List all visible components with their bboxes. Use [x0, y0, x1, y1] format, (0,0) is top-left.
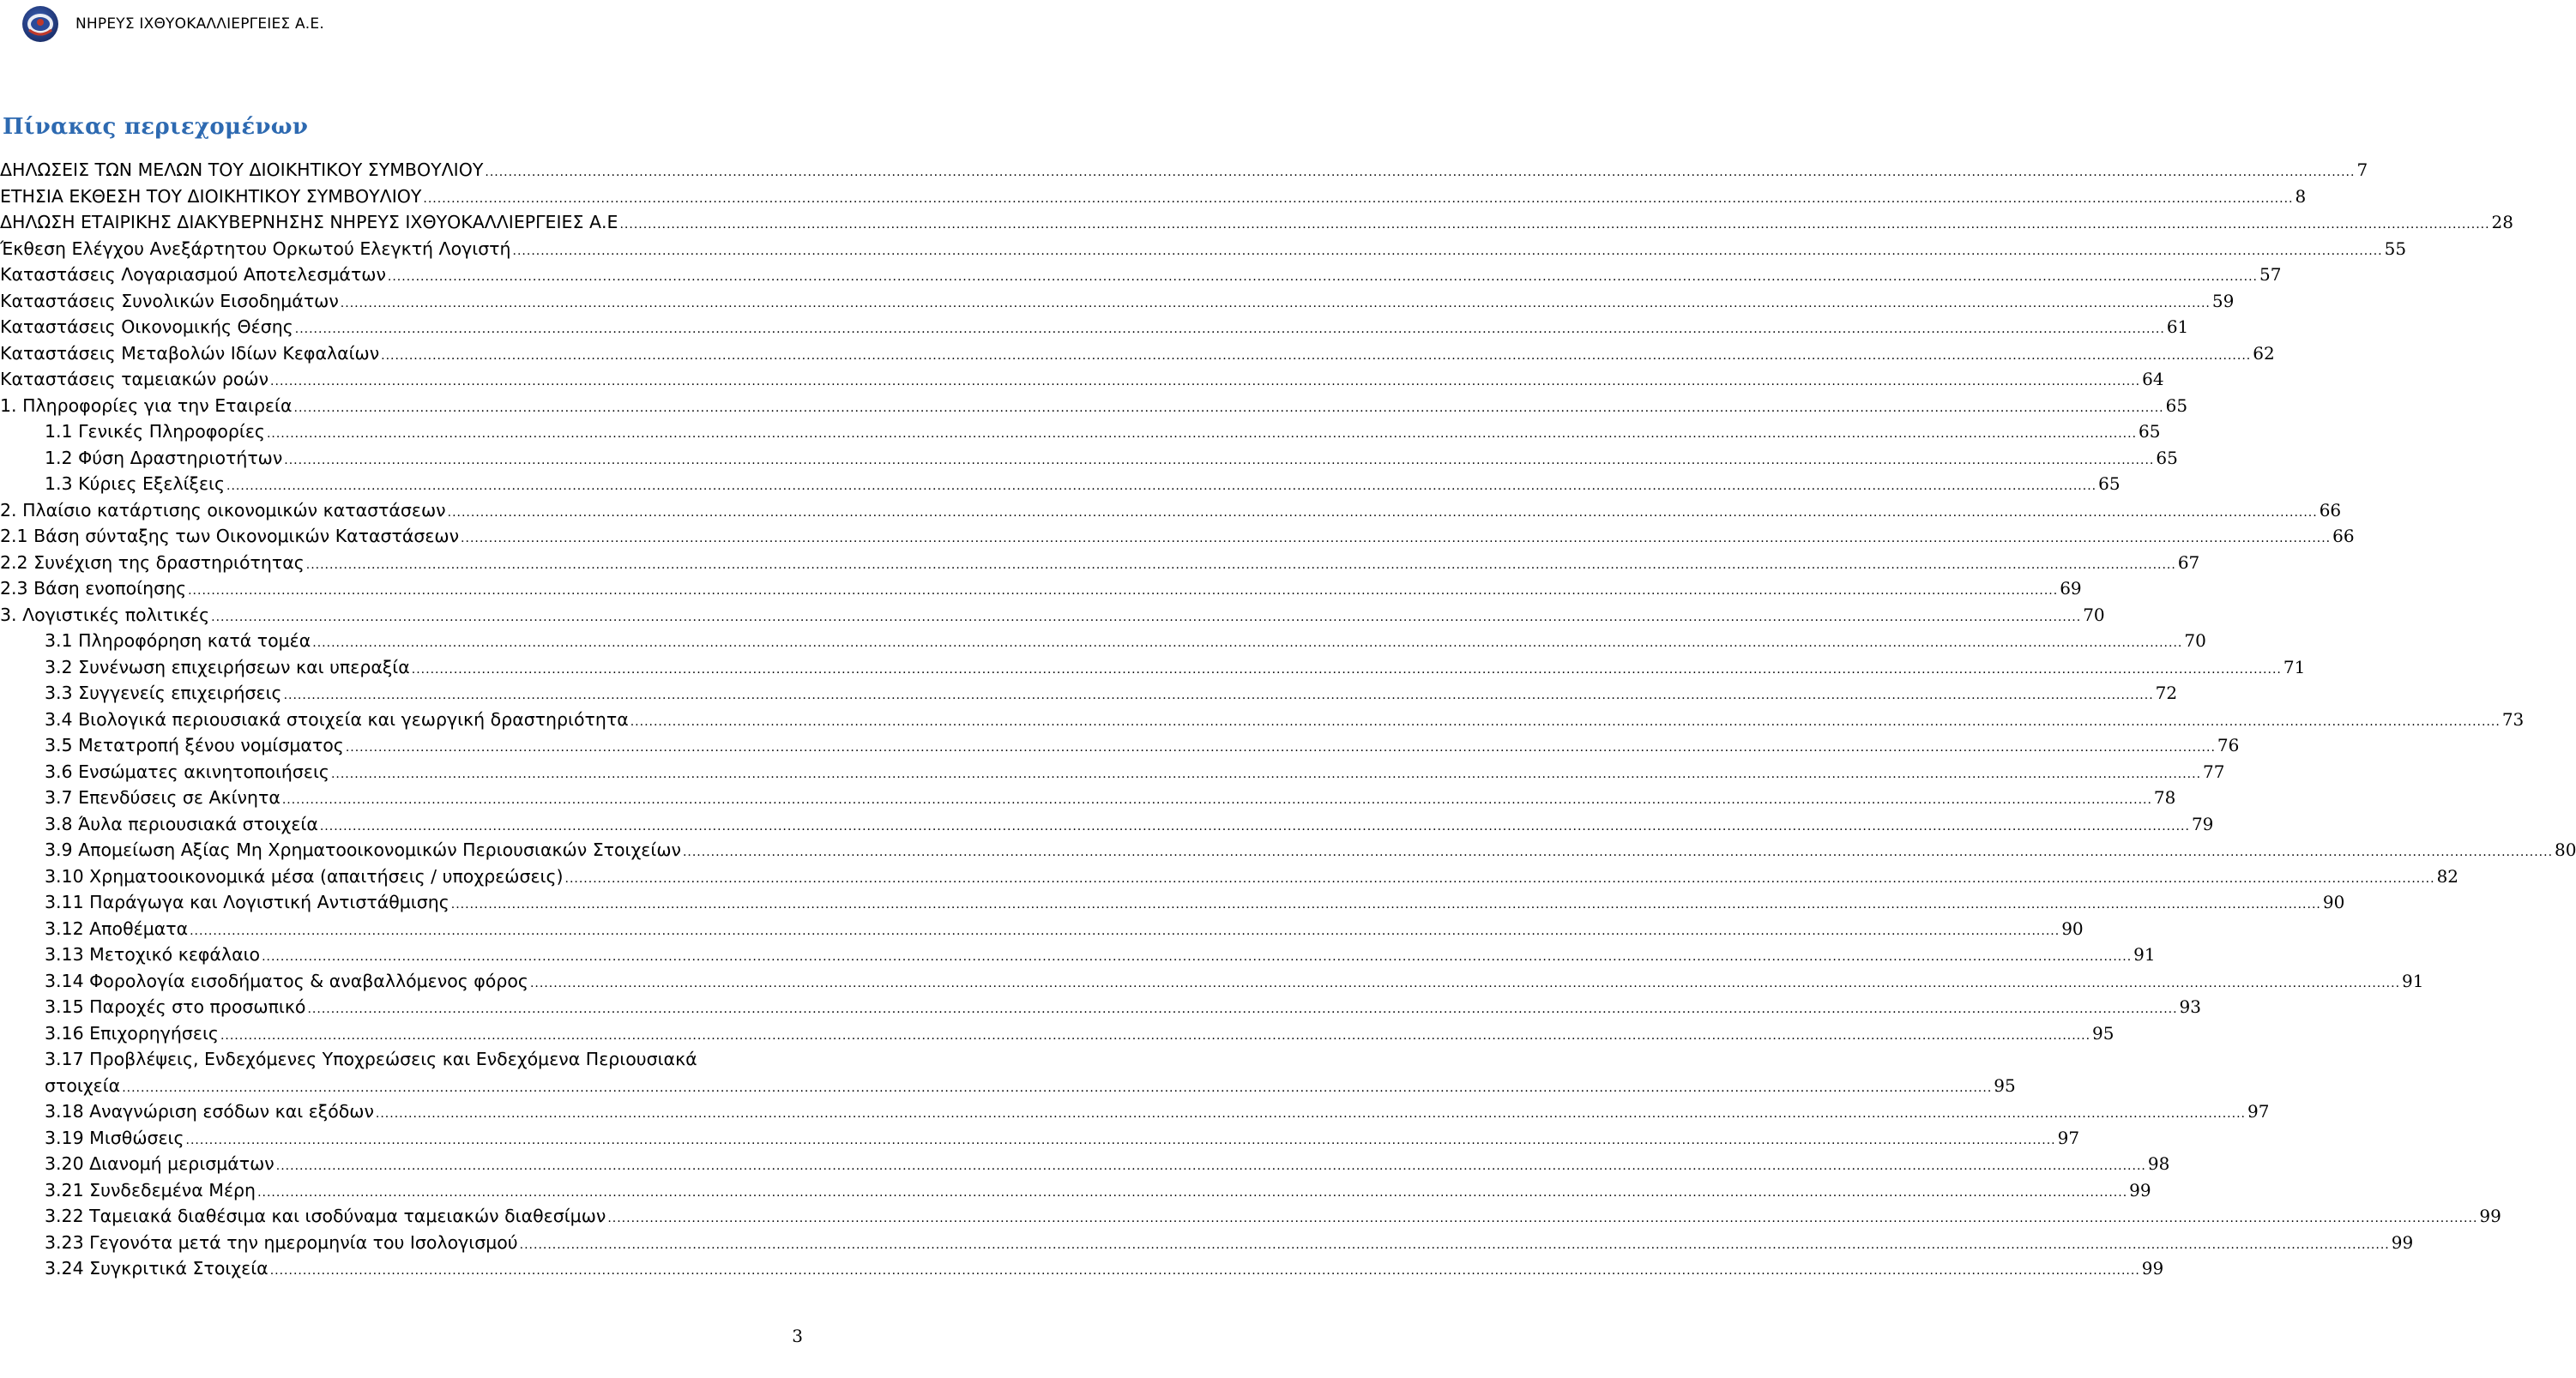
toc-entry[interactable]	[0, 785, 2176, 811]
toc-leader-dots: ................................................................................................................................................................................................................................................................................................................................................................................................................	[485, 165, 2356, 179]
toc-leader-dots: ................................................................................................................................................................................................................................................................................................................................................................................................................	[305, 557, 2176, 572]
toc-entry-page: 99	[2479, 1206, 2501, 1226]
toc-entry[interactable]	[0, 602, 2105, 629]
toc-entry-label: 3.23 Γεγονότα μετά την ημερομηνία του Ισολογισμού	[45, 1231, 518, 1253]
toc-entry-page: 76	[2217, 735, 2240, 755]
toc-entry[interactable]	[0, 340, 2275, 367]
toc-title: Πίνακας περιεχομένων	[3, 114, 309, 140]
toc-leader-dots: ................................................................................................................................................................................................................................................................................................................................................................................................................	[281, 793, 2152, 807]
toc-leader-dots: ................................................................................................................................................................................................................................................................................................................................................................................................................	[220, 1028, 2091, 1043]
toc-entry-page: 99	[2141, 1258, 2164, 1279]
toc-entry[interactable]	[0, 916, 2084, 942]
toc-entry-page: 67	[2177, 551, 2200, 573]
toc-entry-page: 91	[2133, 944, 2156, 965]
document-header	[21, 3, 324, 45]
toc-leader-dots: ................................................................................................................................................................................................................................................................................................................................................................................................................	[226, 479, 2097, 493]
toc-entry-page: 78	[2153, 787, 2176, 808]
toc-entry[interactable]	[0, 1230, 2414, 1256]
toc-entry-page: 65	[2098, 473, 2121, 494]
toc-leader-dots: ................................................................................................................................................................................................................................................................................................................................................................................................................	[512, 244, 2383, 258]
company-name: ΝΗΡΕΥΣ ΙΧΘΥΟΚΑΛΛΙΕΡΓΕΙΕΣ Α.Ε.	[75, 15, 324, 33]
toc-leader-dots: ................................................................................................................................................................................................................................................................................................................................................................................................................	[330, 767, 2202, 781]
toc-entry[interactable]	[0, 628, 2206, 654]
toc-entry-label: 2.2 Συνέχιση της δραστηριότητας	[0, 551, 305, 573]
toc-entry-page: 71	[2283, 656, 2306, 677]
toc-entry[interactable]	[0, 471, 2121, 497]
nireus-logo-icon	[21, 4, 60, 44]
toc-leader-dots: ................................................................................................................................................................................................................................................................................................................................................................................................................	[345, 741, 2216, 755]
toc-entry-label: 3.18 Αναγνώριση εσόδων και εξόδων	[45, 1101, 374, 1122]
toc-entry-page: 97	[2247, 1101, 2270, 1122]
toc-entry-page: 80	[2555, 839, 2576, 860]
toc-leader-dots: ................................................................................................................................................................................................................................................................................................................................................................................................................	[284, 453, 2155, 467]
toc-entry-page: 90	[2322, 892, 2345, 912]
toc-entry-label: 1.3 Κύριες Εξελίξεις	[45, 473, 226, 494]
toc-entry-page: 8	[2295, 185, 2307, 207]
toc-entry-page: 82	[2436, 865, 2459, 887]
toc-leader-dots: ................................................................................................................................................................................................................................................................................................................................................................................................................	[190, 924, 2060, 938]
toc-entry[interactable]	[0, 732, 2240, 759]
toc-entry-label: 3.21 Συνδεδεμένα Μέρη	[45, 1179, 256, 1200]
toc-leader-dots: ................................................................................................................................................................................................................................................................................................................................................................................................................	[185, 1133, 2056, 1147]
toc-entry-page: 70	[2184, 630, 2206, 651]
toc-entry-label: Καταστάσεις Οικονομικής Θέσης	[0, 316, 293, 337]
toc-entry[interactable]	[0, 1125, 2080, 1152]
toc-entry-page: 59	[2211, 290, 2235, 311]
toc-entry-page: 28	[2491, 212, 2513, 232]
toc-leader-dots: ................................................................................................................................................................................................................................................................................................................................................................................................................	[294, 322, 2165, 336]
toc-entry[interactable]	[0, 523, 2355, 550]
toc-entry[interactable]	[0, 942, 2156, 968]
toc-leader-dots: ................................................................................................................................................................................................................................................................................................................................................................................................................	[529, 976, 2401, 990]
toc-entry-page: 90	[2061, 918, 2084, 939]
toc-entry[interactable]	[0, 1020, 2114, 1047]
toc-entry-label: 3.7 Επενδύσεις σε Ακίνητα	[45, 787, 281, 808]
toc-entry[interactable]	[0, 1203, 2501, 1230]
toc-entry-page: 79	[2191, 813, 2214, 834]
toc-entry-label: Καταστάσεις Μεταβολών Ιδίων Κεφαλαίων	[0, 342, 380, 364]
toc-entry-page: 91	[2402, 970, 2424, 991]
toc-entry-page: 93	[2179, 996, 2201, 1017]
toc-entry-page: 95	[1994, 1074, 2016, 1096]
toc-entry[interactable]	[0, 680, 2178, 707]
toc-entry-label: 3.15 Παροχές στο προσωπικό	[45, 996, 306, 1017]
toc-entry[interactable]	[0, 288, 2235, 315]
toc-leader-dots: ................................................................................................................................................................................................................................................................................................................................................................................................................	[270, 375, 2141, 388]
toc-leader-dots: ................................................................................................................................................................................................................................................................................................................................................................................................................	[340, 296, 2211, 310]
toc-entry-label: 3.4 Βιολογικά περιουσιακά στοιχεία και γεωργική δραστηριότητα	[45, 708, 629, 730]
toc-entry-label: 1.1 Γενικές Πληροφορίες	[45, 421, 265, 442]
toc-leader-dots: ................................................................................................................................................................................................................................................................................................................................................................................................................	[682, 845, 2554, 859]
toc-entry-label: 3.2 Συνένωση επιχειρήσεων και υπεραξία	[45, 656, 410, 677]
toc-entry[interactable]	[0, 366, 2164, 393]
toc-entry-page: 98	[2147, 1153, 2170, 1174]
toc-entry-page: 99	[2129, 1179, 2151, 1200]
page-number: 3	[792, 1326, 803, 1346]
toc-entry-label: 2.3 Βάση ενοποίησης	[0, 578, 187, 599]
toc-entry-page: 61	[2166, 316, 2189, 337]
toc-entry-label: 3.1 Πληροφόρηση κατά τομέα	[45, 630, 311, 651]
toc-entry[interactable]	[0, 236, 2407, 262]
toc-entry-page: 73	[2501, 708, 2525, 730]
toc-entry[interactable]	[0, 314, 2189, 340]
toc-entry[interactable]	[0, 1151, 2170, 1177]
toc-entry-page: 64	[2142, 369, 2164, 389]
toc-leader-dots: ................................................................................................................................................................................................................................................................................................................................................................................................................	[447, 505, 2318, 520]
toc-entry-page: 66	[2319, 499, 2342, 521]
toc-entry-page: 97	[2057, 1127, 2080, 1148]
toc-entry-label: 3.16 Επιχορηγήσεις	[45, 1022, 219, 1044]
toc-entry-label: 3.3 Συγγενείς επιχειρήσεις	[45, 683, 282, 703]
toc-entry[interactable]	[0, 1177, 2151, 1204]
toc-entry-page: 55	[2384, 238, 2407, 259]
toc-entry[interactable]	[0, 811, 2214, 838]
toc-entry[interactable]	[0, 889, 2345, 916]
toc-entry-label: 1.2 Φύση Δραστηριοτήτων	[45, 447, 283, 468]
toc-entry-label: 3.24 Συγκριτικά Στοιχεία	[45, 1258, 268, 1279]
toc-entry-label: Καταστάσεις Συνολικών Εισοδημάτων	[0, 290, 339, 311]
toc-entry-label: ΕΤΗΣΙΑ ΕΚΘΕΣΗ ΤΟΥ ΔΙΟΙΚΗΤΙΚΟΥ ΣΥΜΒΟΥΛΙΟΥ	[0, 185, 422, 207]
toc-entry-label: 3.19 Μισθώσεις	[45, 1127, 184, 1148]
toc-entry-label: 1. Πληροφορίες για την Εταιρεία	[0, 394, 293, 416]
toc-entry-label: 3.5 Μετατροπή ξένου νομίσματος	[45, 735, 344, 755]
toc-entry-page: 7	[2356, 159, 2368, 180]
toc-leader-dots: ................................................................................................................................................................................................................................................................................................................................................................................................................	[607, 1212, 2478, 1225]
toc-entry-label: 3. Λογιστικές πολιτικές	[0, 604, 210, 625]
toc-entry-page: 57	[2259, 264, 2282, 285]
toc-entry-label: 3.20 Διανομή μερισμάτων	[45, 1153, 274, 1174]
toc-entry-page: 72	[2155, 683, 2178, 703]
toc-leader-dots: ................................................................................................................................................................................................................................................................................................................................................................................................................	[564, 871, 2435, 886]
toc-leader-dots: ................................................................................................................................................................................................................................................................................................................................................................................................................	[450, 898, 2321, 912]
toc-leader-dots: ................................................................................................................................................................................................................................................................................................................................................................................................................	[283, 689, 2154, 702]
toc-leader-dots: ................................................................................................................................................................................................................................................................................................................................................................................................................	[188, 584, 2059, 598]
toc-entry[interactable]	[0, 418, 2161, 445]
toc-leader-dots: ................................................................................................................................................................................................................................................................................................................................................................................................................	[266, 427, 2138, 441]
toc-entry-label: 3.13 Μετοχικό κεφάλαιο	[45, 944, 261, 965]
toc-entry-label: 2. Πλαίσιο κατάρτισης οικονομικών καταστάσεων	[0, 499, 446, 521]
toc-leader-dots: ................................................................................................................................................................................................................................................................................................................................................................................................................	[619, 218, 2490, 232]
toc-leader-dots: ................................................................................................................................................................................................................................................................................................................................................................................................................	[375, 1107, 2246, 1121]
toc-leader-dots: ................................................................................................................................................................................................................................................................................................................................................................................................................	[519, 1237, 2390, 1252]
table-of-contents	[0, 157, 2576, 1282]
toc-entry[interactable]	[0, 575, 2082, 602]
toc-entry-page: 65	[2156, 447, 2178, 468]
toc-leader-dots: ................................................................................................................................................................................................................................................................................................................................................................................................................	[630, 714, 2501, 729]
toc-entry-label: 3.22 Ταμειακά διαθέσιμα και ισοδύναμα ταμειακών διαθεσίμων	[45, 1206, 606, 1226]
toc-entry-page: 77	[2203, 761, 2225, 782]
toc-entry[interactable]	[0, 445, 2178, 472]
toc-entry-page: 65	[2139, 421, 2161, 442]
toc-leader-dots: ................................................................................................................................................................................................................................................................................................................................................................................................................	[262, 950, 2133, 964]
toc-entry-label: 3.9 Απομείωση Αξίας Μη Χρηματοοικονομικών Περιουσιακών Στοιχείων	[45, 839, 681, 860]
toc-entry-label: Καταστάσεις ταμειακών ροών	[0, 369, 269, 389]
toc-leader-dots: ................................................................................................................................................................................................................................................................................................................................................................................................................	[423, 191, 2294, 206]
toc-entry-label: 3.12 Αποθέματα	[45, 918, 189, 939]
toc-entry-label: 3.17 Προβλέψεις, Ενδεχόμενες Υποχρεώσεις και Ενδεχόμενα Περιουσιακά	[45, 1049, 697, 1069]
toc-entry-page: 69	[2060, 578, 2082, 599]
toc-leader-dots: ................................................................................................................................................................................................................................................................................................................................................................................................................	[211, 610, 2082, 624]
toc-leader-dots: ................................................................................................................................................................................................................................................................................................................................................................................................................	[122, 1080, 1993, 1095]
toc-entry[interactable]	[0, 1255, 2164, 1282]
toc-entry-label: 3.10 Χρηματοοικονομικά μέσα (απαιτήσεις / υποχρεώσεις)	[45, 865, 564, 887]
toc-leader-dots: ................................................................................................................................................................................................................................................................................................................................................................................................................	[387, 270, 2258, 284]
toc-leader-dots: ................................................................................................................................................................................................................................................................................................................................................................................................................	[257, 1185, 2128, 1200]
toc-entry-page: 70	[2083, 604, 2105, 625]
toc-entry[interactable]	[0, 707, 2525, 733]
toc-entry[interactable]	[0, 184, 2307, 210]
toc-entry[interactable]	[0, 157, 2368, 184]
toc-entry-page: 65	[2165, 394, 2188, 416]
toc-entry-label: ΔΗΛΩΣΗ ΕΤΑΙΡΙΚΗΣ ΔΙΑΚΥΒΕΡΝΗΣΗΣ ΝΗΡΕΥΣ ΙΧΘΥΟΚΑΛΛΙΕΡΓΕΙΕΣ Α.Ε	[0, 212, 618, 232]
toc-leader-dots: ................................................................................................................................................................................................................................................................................................................................................................................................................	[411, 662, 2282, 677]
toc-leader-dots: ................................................................................................................................................................................................................................................................................................................................................................................................................	[319, 819, 2190, 833]
toc-entry-label: 2.1 Βάση σύνταξης των Οικονομικών Καταστάσεων	[0, 526, 460, 546]
toc-entry-page: 62	[2253, 342, 2275, 364]
toc-entry[interactable]	[0, 393, 2188, 419]
toc-entry-label: 3.14 Φορολογία εισοδήματος & αναβαλλόμενος φόρος	[45, 970, 528, 991]
toc-entry[interactable]	[0, 837, 2576, 864]
toc-leader-dots: ................................................................................................................................................................................................................................................................................................................................................................................................................	[269, 1264, 2140, 1278]
toc-entry-label: Καταστάσεις Λογαριασμού Αποτελεσμάτων	[0, 264, 386, 285]
toc-leader-dots: ................................................................................................................................................................................................................................................................................................................................................................................................................	[275, 1159, 2146, 1173]
toc-leader-dots: ................................................................................................................................................................................................................................................................................................................................................................................................................	[461, 532, 2332, 545]
toc-entry-page: 66	[2332, 526, 2355, 546]
toc-leader-dots: ................................................................................................................................................................................................................................................................................................................................................................................................................	[293, 400, 2164, 415]
toc-entry[interactable]	[0, 994, 2201, 1020]
toc-entry[interactable]	[0, 968, 2424, 995]
toc-entry[interactable]	[0, 864, 2459, 890]
toc-leader-dots: ................................................................................................................................................................................................................................................................................................................................................................................................................	[307, 1002, 2178, 1016]
toc-entry-label: ΔΗΛΩΣΕΙΣ ΤΩΝ ΜΕΛΩΝ ΤΟΥ ΔΙΟΙΚΗΤΙΚΟΥ ΣΥΜΒΟΥΛΙΟΥ	[0, 159, 484, 180]
toc-entry-label: Έκθεση Ελέγχου Ανεξάρτητου Ορκωτού Ελεγκτή Λογιστή	[0, 238, 511, 259]
toc-entry-label-continued: στοιχεία	[45, 1074, 121, 1096]
toc-entry[interactable]	[0, 550, 2200, 576]
toc-leader-dots: ................................................................................................................................................................................................................................................................................................................................................................................................................	[312, 636, 2183, 650]
toc-entry-label: 3.6 Ενσώματες ακινητοποιήσεις	[45, 761, 329, 782]
toc-entry-label: 3.11 Παράγωγα και Λογιστική Αντιστάθμισης	[45, 892, 449, 912]
toc-entry[interactable]	[0, 654, 2306, 681]
toc-entry-page: 99	[2391, 1231, 2414, 1253]
toc-leader-dots: ................................................................................................................................................................................................................................................................................................................................................................................................................	[381, 348, 2252, 363]
toc-entry[interactable]	[0, 1098, 2270, 1125]
toc-entry-page: 95	[2092, 1022, 2114, 1044]
toc-entry[interactable]	[0, 1046, 2016, 1098]
toc-entry[interactable]	[0, 262, 2282, 288]
toc-entry[interactable]	[0, 497, 2342, 524]
toc-entry-label: 3.8 Άυλα περιουσιακά στοιχεία	[45, 813, 318, 834]
toc-entry[interactable]	[0, 759, 2225, 785]
toc-entry[interactable]	[0, 209, 2513, 236]
